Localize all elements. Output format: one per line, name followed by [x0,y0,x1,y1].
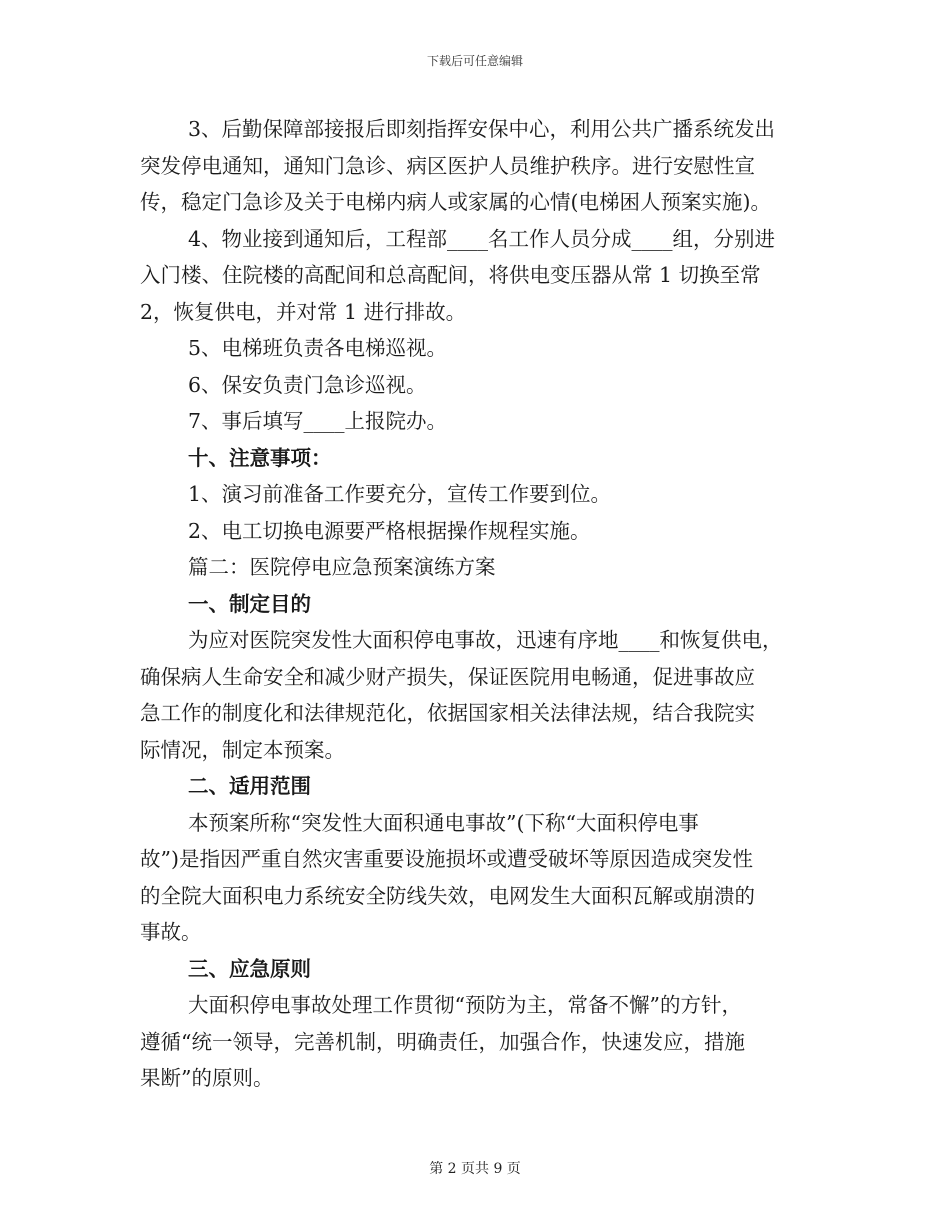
page-header: 下载后可任意编辑 [426,54,523,68]
text-line: 3、后勤保障部接报后即刻指挥安保中心，利用公共广播系统发出 [188,117,776,141]
text-line: 6、保安负责门急诊巡视。 [188,372,427,397]
text-line: 的全院大面积电力系统安全防线失效，电网发生大面积瓦解或崩溃的 [140,883,755,908]
text-line: 故”)是指因严重自然灾害重要设施损坏或遭受破坏等原因造成突发性 [140,847,753,871]
text-line: 事故。 [140,920,202,944]
text-line: 急工作的制度化和法律规范化，依据国家相关法律法规，结合我院实 [140,701,755,725]
text-line: 果断”的原则。 [140,1066,274,1090]
text-line: 4、物业接到通知后，工程部____名工作人员分成____组，分别进 [188,226,776,251]
section-heading: 十、注意事项： [188,445,332,470]
text-line: 确保病人生命安全和减少财产损失，保证医院用电畅通，促进事故应 [140,664,755,689]
document-body [140,111,810,1097]
text-line: 际情况，制定本预案。 [140,737,345,762]
text-line: 突发停电通知，通知门急诊、病区医护人员维护秩序。进行安慰性宣 [140,153,755,178]
text-line: 2、电工切换电源要严格根据操作规程实施。 [188,518,591,543]
section-heading: 一、制定目的 [188,591,311,616]
text-line: 遵循“统一领导，完善机制，明确责任，加强合作，快速发应，措施 [140,1029,745,1054]
section-heading: 三、应急原则 [188,956,311,981]
text-line: 7、事后填写____上报院办。 [188,409,448,433]
text-line: 入门楼、住院楼的高配间和总高配间，将供电变压器从常 1 切换至常 [140,263,761,287]
text-line: 1、演习前准备工作要充分，宣传工作要到位。 [188,482,612,506]
text-line: 为应对医院突发性大面积停电事故，迅速有序地____和恢复供电， [188,628,783,652]
chapter-title: 篇二：医院停电应急预案演练方案 [188,555,496,579]
page-footer: 第 2 页共 9 页 [429,1161,521,1177]
text-line: 大面积停电事故处理工作贯彻“预防为主，常备不懈”的方针， [188,993,742,1017]
text-line: 传，稳定门急诊及关于电梯内病人或家属的心情(电梯困人预案实施)。 [140,190,771,214]
text-line: 5、电梯班负责各电梯巡视。 [188,336,448,360]
text-line: 2，恢复供电，并对常 1 进行排故。 [140,299,467,324]
section-heading: 二、适用范围 [188,774,311,798]
text-line: 本预案所称“突发性大面积通电事故”(下称“大面积停电事 [188,810,699,835]
